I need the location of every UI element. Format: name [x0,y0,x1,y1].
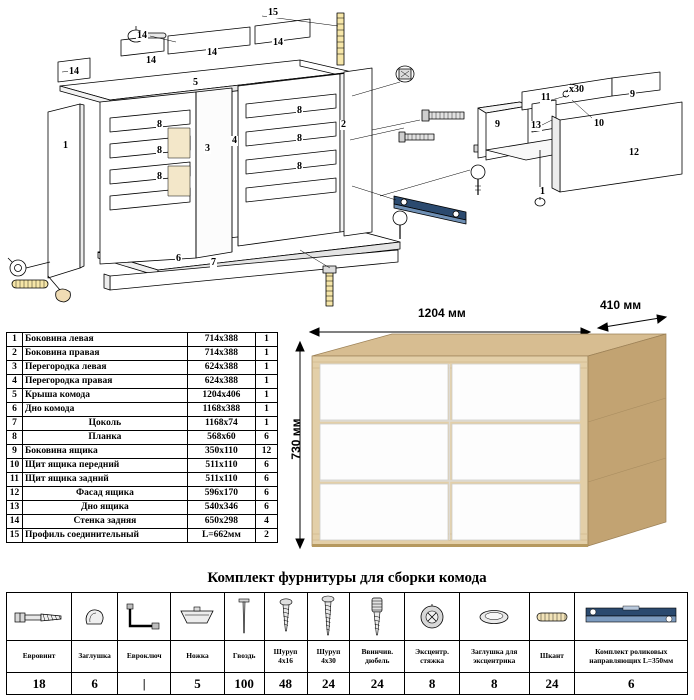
kit-count-10: 24 [529,673,575,695]
callout-11: 11 [541,92,551,103]
part-quantity: 4 [256,515,278,529]
part-name: Боковина правая [22,347,187,361]
table-row [7,347,278,361]
kit-label-8: Эксцентр. стяжка [405,641,460,673]
kit-cell-eccentric-cap [459,593,529,641]
kit-count-6: 24 [307,673,350,695]
dowel-icon [534,609,570,625]
leg-icon [177,605,217,629]
furniture-kit-title: Комплект фурнитуры для сборки комода [207,570,487,586]
part-index: 1 [7,333,23,347]
callout-10: 10 [594,118,604,129]
kit-count-0: 18 [7,673,72,695]
callout-15: 15 [268,7,278,18]
callout-13: 13 [531,120,541,131]
callout-2: 2 [341,119,346,130]
kit-cell-euro-key [118,593,171,641]
kit-label-0: Евровинт [7,641,72,673]
table-row [7,417,278,431]
part-index: 3 [7,361,23,375]
table-row [7,431,278,445]
table-row [7,515,278,529]
part-quantity: 1 [256,347,278,361]
kit-label-3: Ножка [171,641,224,673]
parts-list-table [6,332,278,543]
callout-x30: x30 [569,84,584,95]
part-dimension: 1168х388 [187,403,255,417]
part-dimension: 350х110 [187,445,255,459]
callout-14: 14 [137,30,147,41]
part-name: Дно комода [22,403,187,417]
table-row [7,473,278,487]
part-index: 11 [7,473,23,487]
part-quantity: 1 [256,417,278,431]
kit-icons-row [7,593,688,641]
table-row [7,389,278,403]
kit-cell-leg [171,593,224,641]
part-name: Боковина левая [22,333,187,347]
part-name: Дно ящика [22,501,187,515]
callout-8: 8 [297,105,302,116]
product-render-svg [288,312,688,562]
kit-labels-row [7,641,688,673]
kit-count-5: 48 [264,673,307,695]
screw-4x30-icon [320,595,336,639]
kit-count-11: 6 [575,673,688,695]
part-name: Цоколь [22,417,187,431]
kit-cell-eccentric-tie [405,593,460,641]
part-quantity: 1 [256,403,278,417]
depth-dimension-label: 410 мм [600,298,642,312]
callout-1: 1 [63,140,68,151]
part-quantity: 1 [256,375,278,389]
kit-cell-cap [72,593,118,641]
table-row [7,445,278,459]
part-name: Перегородка правая [22,375,187,389]
part-name: Стенка задняя [22,515,187,529]
width-dimension-label: 1204 мм [418,306,466,320]
screw-in-dowel-icon [368,595,386,639]
part-dimension: 650х298 [187,515,255,529]
part-index: 15 [7,529,23,543]
eccentric-cap-icon [477,608,511,626]
callout-8: 8 [297,161,302,172]
kit-label-7: Ввинчив. дюбель [350,641,405,673]
kit-cell-screw-in-dowel [350,593,405,641]
part-quantity: 1 [256,389,278,403]
part-index: 2 [7,347,23,361]
table-row [7,501,278,515]
part-name: Перегородка левая [22,361,187,375]
callout-1: 1 [540,186,545,197]
table-row [7,361,278,375]
kit-cell-roller-slide-set [575,593,688,641]
part-dimension: 1168х74 [187,417,255,431]
callout-12: 12 [629,147,639,158]
kit-cell-screw-4x30 [307,593,350,641]
part-quantity: 12 [256,445,278,459]
part-dimension: 511х110 [187,473,255,487]
part-index: 5 [7,389,23,403]
part-name: Боковина ящика [22,445,187,459]
part-index: 8 [7,431,23,445]
part-index: 12 [7,487,23,501]
callout-14: 14 [69,66,79,77]
part-name: Щит ящика задний [22,473,187,487]
callout-6: 6 [176,253,181,264]
callout-14: 14 [146,55,156,66]
part-quantity: 6 [256,431,278,445]
eccentric-tie-icon [418,603,446,631]
exploded-assembly-diagram [0,0,694,318]
part-dimension: 714х388 [187,347,255,361]
part-index: 13 [7,501,23,515]
part-index: 6 [7,403,23,417]
kit-cell-screw-4x16 [264,593,307,641]
part-name: Крыша комода [22,389,187,403]
callout-3: 3 [205,143,210,154]
part-dimension: 714х388 [187,333,255,347]
part-index: 10 [7,459,23,473]
kit-counts-row [7,673,688,695]
part-index: 9 [7,445,23,459]
table-row [7,487,278,501]
kit-label-1: Заглушка [72,641,118,673]
table-row [7,529,278,543]
kit-cell-dowel [529,593,575,641]
height-dimension-label: 730 мм [289,418,303,460]
part-quantity: 1 [256,361,278,375]
callout-8: 8 [157,171,162,182]
table-row [7,375,278,389]
callout-8: 8 [297,133,302,144]
callout-4: 4 [232,135,237,146]
kit-count-4: 100 [224,673,264,695]
kit-count-3: 5 [171,673,224,695]
part-name: Фасад ящика [22,487,187,501]
part-name: Профиль соединительный [22,529,187,543]
kit-label-2: Евроключ [118,641,171,673]
table-row [7,459,278,473]
screw-4x16-icon [278,597,294,637]
kit-cell-euro-screw [7,593,72,641]
part-index: 14 [7,515,23,529]
part-dimension: 624х388 [187,375,255,389]
kit-count-7: 24 [350,673,405,695]
kit-label-6: Шуруп 4х30 [307,641,350,673]
callout-9: 9 [630,89,635,100]
part-dimension: 540х346 [187,501,255,515]
part-name: Щит ящика передний [22,459,187,473]
callout-14: 14 [273,37,283,48]
cap-icon [82,606,108,628]
euro-screw-icon [13,607,65,627]
kit-label-9: Заглушка для эксцентрика [459,641,529,673]
part-dimension: 596х170 [187,487,255,501]
callout-14: 14 [207,47,217,58]
exploded-diagram-svg [0,0,694,318]
furniture-kit-table [6,592,688,695]
part-dimension: L=662мм [187,529,255,543]
part-dimension: 1204х406 [187,389,255,403]
part-dimension: 624х388 [187,361,255,375]
kit-count-1: 6 [72,673,118,695]
part-quantity: 1 [256,333,278,347]
callout-7: 7 [211,257,216,268]
part-dimension: 568х60 [187,431,255,445]
table-row [7,403,278,417]
part-quantity: 6 [256,459,278,473]
kit-label-11: Комплект роликовых направляющих L=350мм [575,641,688,673]
callout-5: 5 [193,77,198,88]
kit-label-4: Гвоздь [224,641,264,673]
product-dimensions-view [288,298,688,562]
roller-slide-set-icon [583,602,679,632]
callout-8: 8 [157,119,162,130]
part-quantity: 2 [256,529,278,543]
kit-label-10: Шкант [529,641,575,673]
part-quantity: 6 [256,473,278,487]
kit-label-5: Шуруп 4х16 [264,641,307,673]
kit-count-8: 8 [405,673,460,695]
table-row [7,333,278,347]
part-name: Планка [22,431,187,445]
callout-9: 9 [495,119,500,130]
kit-count-9: 8 [459,673,529,695]
euro-key-icon [124,602,164,632]
part-index: 7 [7,417,23,431]
kit-count-2: | [118,673,171,695]
nail-icon [237,597,251,637]
callout-8: 8 [157,145,162,156]
part-quantity: 6 [256,501,278,515]
part-index: 4 [7,375,23,389]
part-dimension: 511х110 [187,459,255,473]
kit-cell-nail [224,593,264,641]
part-quantity: 6 [256,487,278,501]
